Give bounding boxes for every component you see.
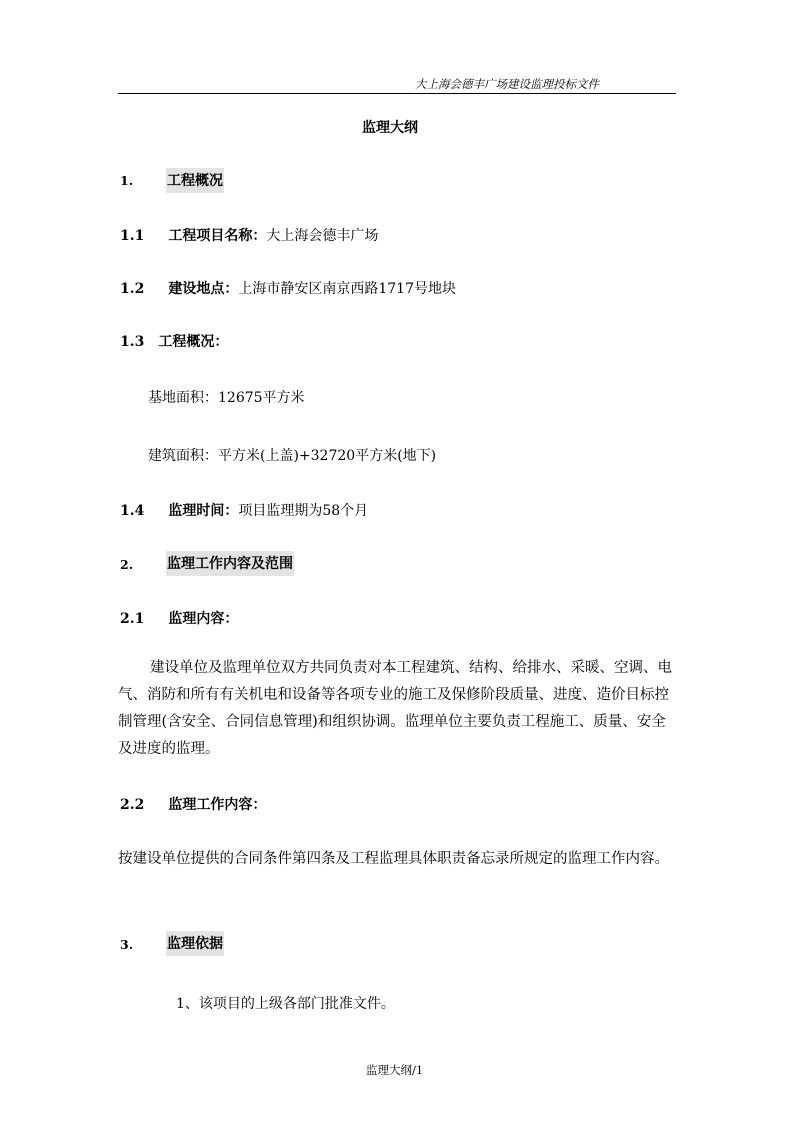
item-2-1-number: 2.1 xyxy=(120,611,145,627)
item-1-1 xyxy=(120,225,378,245)
section-1-number: 1. xyxy=(120,173,134,188)
running-header: 大上海会德丰广场建设监理投标文件 xyxy=(415,77,599,91)
document-title: 监理大纲 xyxy=(362,120,418,136)
building-area-line: 建筑面积：平方米(上盖)+32720平方米(地下) xyxy=(148,448,437,464)
item-2-2-label: 监理工作内容： xyxy=(168,797,267,813)
item-1-2-number: 1.2 xyxy=(120,281,145,297)
item-1-3-number: 1.3 xyxy=(120,334,145,350)
page-footer: 监理大纲/1 xyxy=(366,1063,424,1077)
item-1-1-value: 大上海会德丰广场 xyxy=(266,228,379,244)
item-1-1-label: 工程项目名称： xyxy=(168,228,267,244)
section-2-heading: 监理工作内容及范围 xyxy=(166,551,294,576)
item-1-3-label: 工程概况： xyxy=(158,334,229,350)
section-1-heading: 工程概况 xyxy=(166,168,224,193)
item-1-4 xyxy=(120,500,368,520)
item-1-2-value: 上海市静安区南京西路1717号地块 xyxy=(238,281,456,297)
item-3-1: 1、该项目的上级各部门批准文件。 xyxy=(176,996,395,1012)
item-1-4-number: 1.4 xyxy=(120,503,145,519)
item-1-1-number: 1.1 xyxy=(120,228,145,244)
paragraph-2-2: 按建设单位提供的合同条件第四条及工程监理具体职责备忘录所规定的监理工作内容。 xyxy=(118,851,669,867)
item-2-2 xyxy=(120,794,266,814)
item-1-2-label: 建设地点： xyxy=(168,281,239,297)
item-1-3 xyxy=(120,331,228,351)
item-1-4-label: 监理时间： xyxy=(168,503,239,519)
item-2-2-number: 2.2 xyxy=(120,797,145,813)
paragraph-2-1: 建设单位及监理单位双方共同负责对本工程建筑、结构、给排水、采暖、空调、电气、消防和所有有关机电和设备等各项专业的施工及保修阶段质量、进度、造价目标控制管理(含安全、合同信息管理)和组织协调。监理单位主要负责工程施工、质量、安全及进度的监理。 xyxy=(118,660,672,757)
item-2-1 xyxy=(120,608,238,628)
item-2-1-label: 监理内容： xyxy=(168,611,239,627)
header-rule xyxy=(118,93,676,94)
item-1-2 xyxy=(120,278,456,298)
item-1-4-value: 项目监理期为58个月 xyxy=(238,503,369,519)
section-3-number: 3. xyxy=(120,937,134,952)
section-2-number: 2. xyxy=(120,557,134,572)
site-area-line: 基地面积：12675平方米 xyxy=(148,390,305,406)
section-3-heading: 监理依据 xyxy=(166,931,224,956)
